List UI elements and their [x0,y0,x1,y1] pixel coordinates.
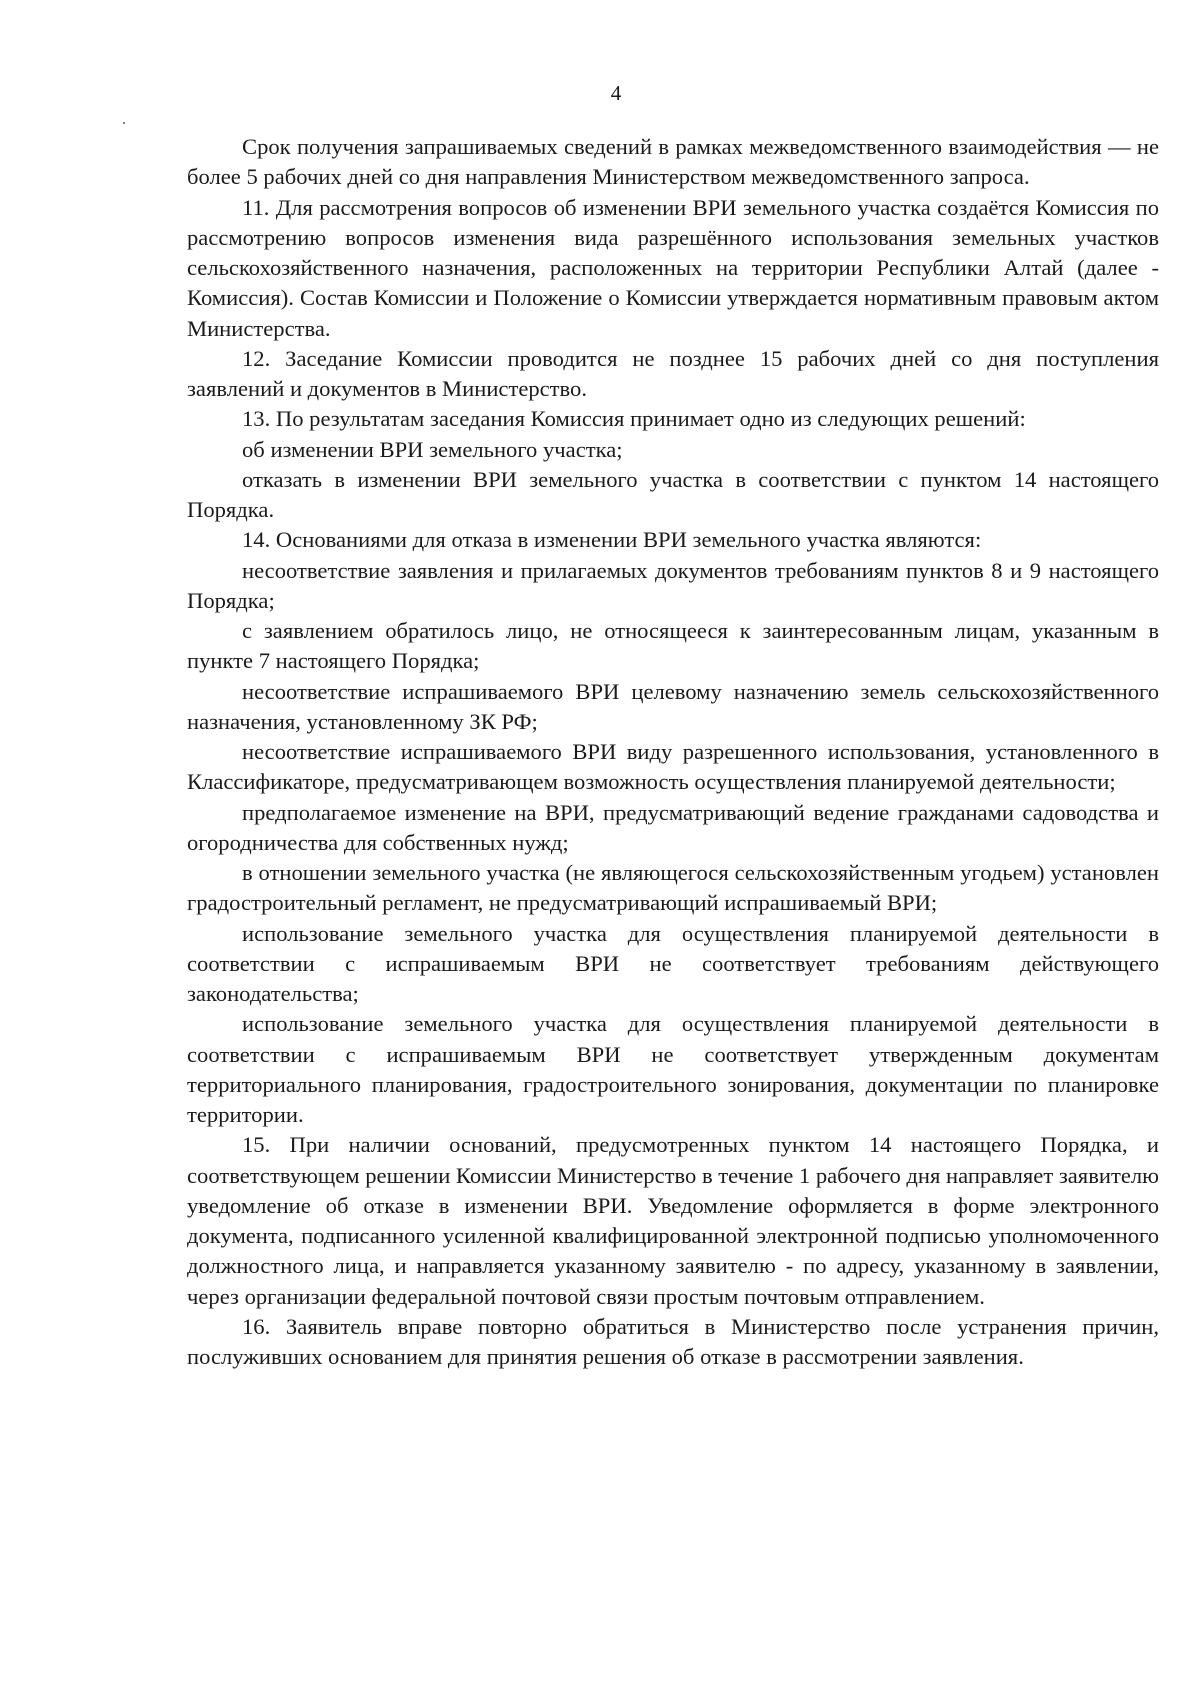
paragraph-11-commission: 11. Для рассмотрения вопросов об изменении ВРИ земельного участка создаётся Комиссия по рассмотрению вопросов изменения вида разрешённого использования земельных участков сельскохозяйственного назначения, расположенных на территории Республики Алтай (далее - Комиссия). Состав Комиссии и Положение о Комиссии утверждается нормативным правовым актом Министерства. [187,194,1159,341]
list-item-ground-6: в отношении земельного участка (не являющегося сельскохозяйственным угодьем) установлен градостроительный регламент, не предусматривающий испрашиваемый ВРИ; [187,860,1159,916]
list-item-ground-5: предполагаемое изменение на ВРИ, предусматривающий ведение гражданами садоводства и огородничества для собственных нужд; [187,799,1159,855]
list-item-ground-1: несоответствие заявления и прилагаемых документов требованиям пунктов 8 и 9 настоящего Порядка; [187,557,1159,613]
list-item-ground-4: несоответствие испрашиваемого ВРИ виду разрешенного использования, установленного в Классификаторе, предусматривающем возможность осуществления планируемой деятельности; [187,739,1159,795]
paragraph-interagency-deadline: Срок получения запрашиваемых сведений в рамках межведомственного взаимодействия — не более 5 рабочих дней со дня направления Министерством межведомственного запроса. [187,134,1159,190]
paragraph-12-meeting: 12. Заседание Комиссии проводится не позднее 15 рабочих дней со дня поступления заявлений и документов в Министерство. [187,345,1159,401]
scan-speck [123,122,125,124]
paragraph-14-grounds: 14. Основаниями для отказа в изменении ВРИ земельного участка являются: [242,527,982,553]
list-item-ground-2: с заявлением обратилось лицо, не относящееся к заинтересованным лицам, указанным в пункте 7 настоящего Порядка; [187,618,1159,674]
paragraph-13-decisions: 13. По результатам заседания Комиссия принимает одно из следующих решений: [242,406,1026,432]
list-item-ground-7: использование земельного участка для осуществления планируемой деятельности в соответствии с испрашиваемым ВРИ не соответствует требованиям действующего законодательства; [187,920,1159,1006]
list-item-ground-8: использование земельного участка для осуществления планируемой деятельности в соответствии с испрашиваемым ВРИ не соответствует утвержденным документам территориального планирования, градостроительного зонирования, документации по планировке территории. [187,1011,1159,1127]
paragraph-15-notification: 15. При наличии оснований, предусмотренных пунктом 14 настоящего Порядка, и соответствующем решении Комиссии Министерство в течение 1 рабочего дня направляет заявителю уведомление об отказе в изменении ВРИ. Уведомление оформляется в форме электронного документа, подписанного усиленной квалифицированной электронной подписью уполномоченного должностного лица, и направляется указанному заявителю - по адресу, указанному в заявлении, через организации федеральной почтовой связи простым почтовым отправлением. [187,1132,1160,1309]
list-item-decision-refuse: отказать в изменении ВРИ земельного участка в соответствии с пунктом 14 настоящего Порядка. [187,466,1159,522]
page-number: 4 [610,81,622,105]
list-item-decision-change: об изменении ВРИ земельного участка; [242,436,623,462]
document-body [187,132,1159,1372]
paragraph-16-reapply: 16. Заявитель вправе повторно обратиться в Министерство после устранения причин, послуживших основанием для принятия решения об отказе в рассмотрении заявления. [187,1313,1159,1369]
list-item-ground-3: несоответствие испрашиваемого ВРИ целевому назначению земель сельскохозяйственного назначения, установленному ЗК РФ; [187,678,1159,734]
